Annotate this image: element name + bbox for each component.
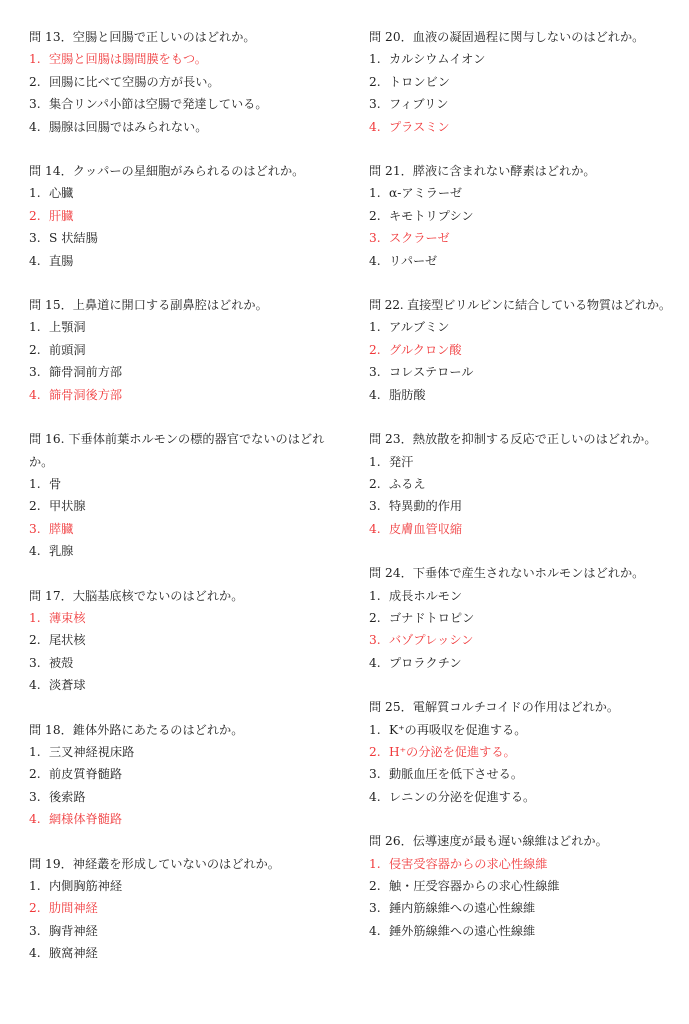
answer-option: 4. 腸腺は回腸ではみられない。 [29, 119, 208, 134]
right-column [369, 26, 685, 964]
answer-option: 2. 前頭洞 [29, 342, 86, 357]
answer-option: 4. リパーゼ [369, 253, 438, 268]
answer-option: 4. 網様体脊髄路 [29, 812, 123, 827]
answer-option: 3. S 状結腸 [29, 231, 98, 246]
answer-option: 1. 成長ホルモン [369, 588, 463, 603]
answer-option: 2. グルクロン酸 [369, 342, 462, 357]
question-title: 問 17．大脳基底核でないのはどれか。 [29, 588, 244, 603]
answer-option: 2. キモトリプシン [369, 208, 474, 223]
answer-option: 3. 動脈血圧を低下させる。 [369, 767, 524, 782]
question-25 [369, 696, 685, 808]
answer-option: 3. コレステロール [369, 365, 474, 380]
question-23 [369, 428, 685, 540]
question-title: 問 23．熱放散を抑制する反応で正しいのはどれか。 [369, 432, 657, 447]
answer-option: 1. K⁺の再吸収を促進する。 [369, 722, 527, 737]
question-title: 問 18．錐体外路にあたるのはどれか。 [29, 722, 244, 737]
answer-option: 3. 被殻 [29, 655, 74, 670]
answer-option: 2. 回腸に比べて空腸の方が長い。 [29, 74, 220, 89]
answer-option: 2. ふるえ [369, 476, 426, 491]
question-18 [29, 719, 347, 831]
question-title: 問 21．膵液に含まれない酵素はどれか。 [369, 164, 596, 179]
answer-option: 3. 後索路 [29, 789, 86, 804]
answer-option: 4. 腋窩神経 [29, 946, 98, 961]
answer-option: 3. スクラーゼ [369, 231, 450, 246]
question-title: 問 26．伝導速度が最も遅い線維はどれか。 [369, 834, 608, 849]
answer-option: 2. 尾状核 [29, 633, 86, 648]
question-title: 問 24．下垂体で産生されないホルモンはどれか。 [369, 566, 645, 581]
answer-option: 1. 心臓 [29, 186, 74, 201]
answer-option: 2. 肋間神経 [29, 901, 98, 916]
question-16 [29, 428, 347, 562]
question-26 [369, 830, 685, 942]
answer-option: 4. 脂肪酸 [369, 387, 426, 402]
answer-option: 2. 甲状腺 [29, 499, 86, 514]
question-title: 問 25．電解質コルチコイドの作用はどれか。 [369, 700, 620, 715]
question-17 [29, 585, 347, 697]
answer-option: 1. 内側胸筋神経 [29, 879, 123, 893]
answer-option: 4. プラスミン [369, 119, 450, 134]
answer-option: 4. 錘外筋線維への遠心性線維 [369, 923, 536, 938]
answer-option: 3. 特異動的作用 [369, 499, 463, 514]
question-title: 問 20．血液の凝固過程に関与しないのはどれか。 [369, 30, 645, 44]
answer-option: 2. ゴナドトロピン [369, 610, 475, 625]
answer-option: 4. 淡蒼球 [29, 678, 86, 693]
question-15 [29, 294, 347, 406]
question-24 [369, 562, 685, 674]
answer-option: 2. H⁺の分泌を促進する。 [369, 744, 516, 759]
answer-option: 4. 直腸 [29, 253, 74, 268]
answer-option: 1. 上顎洞 [29, 320, 86, 335]
question-title: 問 19．神経叢を形成していないのはどれか。 [29, 856, 280, 871]
answer-option: 3. バゾプレッシン [369, 633, 474, 648]
answer-option: 4. 皮膚血管収縮 [369, 521, 463, 536]
answer-option: 3. 篩骨洞前方部 [29, 365, 123, 380]
answer-option: 1. 三叉神経視床路 [29, 744, 135, 759]
question-14 [29, 160, 347, 272]
answer-option: 3. フィブリン [369, 97, 449, 112]
answer-option: 2. 触・圧受容器からの求心性線維 [369, 879, 560, 893]
question-21 [369, 160, 685, 272]
question-13 [29, 26, 347, 138]
answer-option: 3. 錘内筋線維への遠心性線維 [369, 901, 536, 916]
answer-option: 3. 膵臓 [29, 521, 74, 536]
answer-option: 1. 薄束核 [29, 610, 86, 625]
left-column [29, 26, 347, 987]
answer-option: 2. 前皮質脊髄路 [29, 767, 123, 782]
answer-option: 4. レニンの分泌を促進する。 [369, 789, 536, 804]
answer-option: 1. α-アミラーゼ [369, 186, 463, 201]
answer-option: 2. トロンビン [369, 74, 450, 89]
question-20 [369, 26, 685, 138]
answer-option: 3. 胸背神経 [29, 923, 98, 938]
answer-option: 3. 集合リンパ小節は空腸で発達している。 [29, 97, 268, 112]
answer-option: 4. 篩骨洞後方部 [29, 387, 123, 402]
answer-option: 1. カルシウムイオン [369, 52, 486, 67]
question-title: 問 22. 直接型ビリルビンに結合している物質はどれか。 [369, 298, 671, 313]
question-19 [29, 853, 347, 965]
answer-option: 1. 侵害受容器からの求心性線維 [369, 856, 548, 871]
answer-option: 4. プロラクチン [369, 655, 462, 670]
answer-option: 2. 肝臓 [29, 208, 74, 223]
answer-option: 1. 空腸と回腸は腸間膜をもつ。 [29, 52, 207, 67]
answer-option: 1. アルブミン [369, 320, 450, 335]
question-title: 問 16. 下垂体前葉ホルモンの標的器官でないのはどれか。 [29, 432, 325, 469]
answer-option: 4. 乳腺 [29, 544, 74, 559]
question-title: 問 13．空腸と回腸で正しいのはどれか。 [29, 30, 256, 44]
answer-option: 1. 骨 [29, 476, 62, 491]
question-22 [369, 294, 685, 406]
answer-option: 1. 発汗 [369, 454, 414, 469]
question-title: 問 15．上鼻道に開口する副鼻腔はどれか。 [29, 298, 268, 313]
question-title: 問 14．クッパーの星細胞がみられるのはどれか。 [29, 164, 305, 179]
